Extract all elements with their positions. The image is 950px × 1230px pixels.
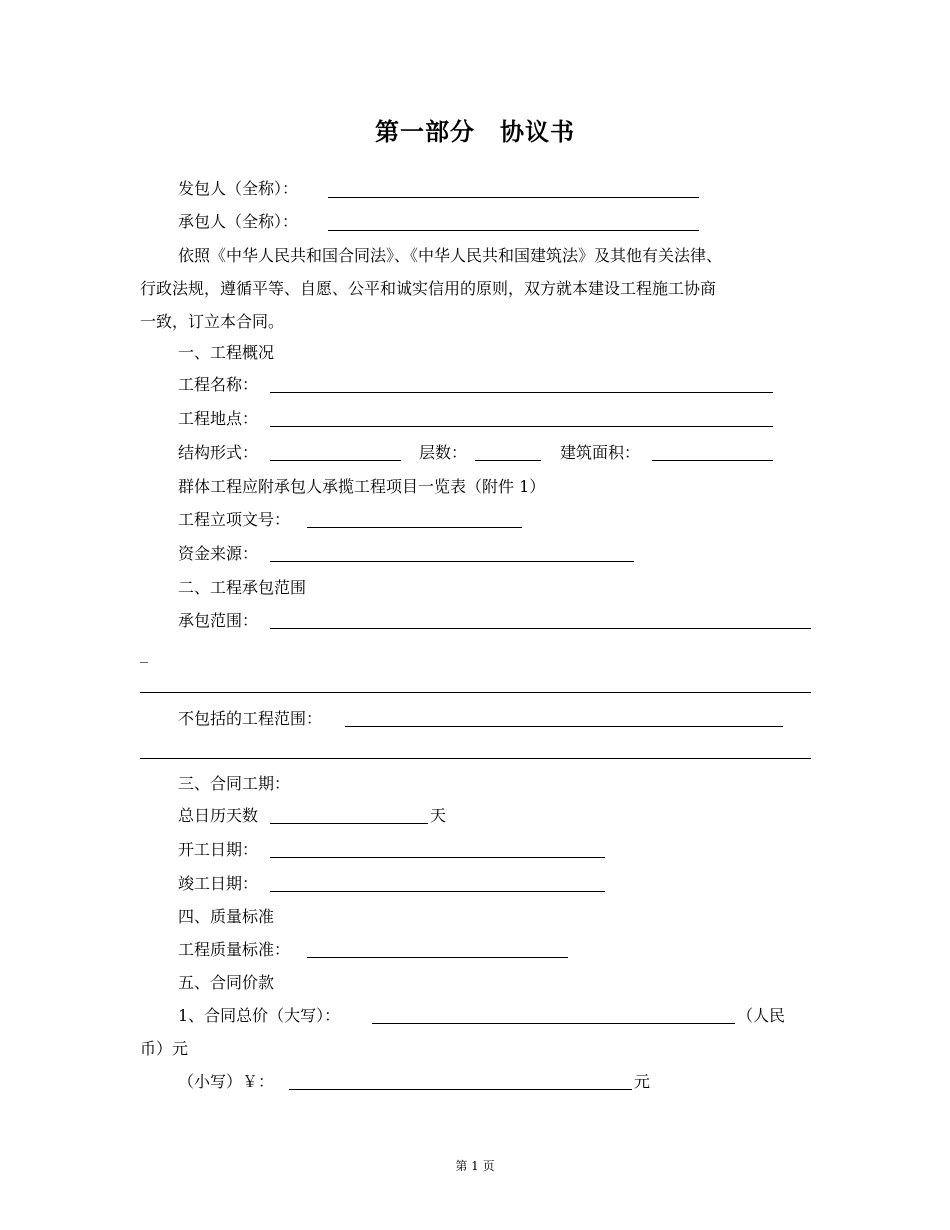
scope-label: 承包范围： <box>178 611 259 630</box>
page-title: 第一部分 协议书 <box>375 118 575 146</box>
total-days-label: 总日历天数 <box>178 806 259 825</box>
preamble-line-1: 依照《中华人民共和国合同法》、《中华人民共和国建筑法》及其他有关法律、 <box>178 246 723 265</box>
scope-blank-2[interactable] <box>140 692 811 693</box>
excluded-scope-blank[interactable] <box>345 726 783 727</box>
group-project-note: 群体工程应附承包人承揽工程项目一览表（附件 1） <box>178 477 546 496</box>
area-label: 建筑面积： <box>560 443 641 462</box>
preamble-line-3: 一致，订立本合同。 <box>140 312 285 331</box>
excluded-scope-label: 不包括的工程范围： <box>178 709 323 728</box>
floors-blank[interactable] <box>475 460 541 461</box>
days-unit: 天 <box>430 806 447 825</box>
start-date-label: 开工日期： <box>178 840 259 859</box>
project-name-label: 工程名称： <box>178 375 259 394</box>
section5-heading: 五、合同价款 <box>178 973 275 992</box>
page-number: 第 1 页 <box>455 1159 495 1173</box>
employer-label: 发包人（全称）： <box>178 179 299 198</box>
completion-date-blank[interactable] <box>270 891 605 892</box>
section2-heading: 二、工程承包范围 <box>178 578 307 597</box>
section1-heading: 一、工程概况 <box>178 343 275 362</box>
preamble-line-2: 行政法规，遵循平等、自愿、公平和诚实信用的原则，双方就本建设工程施工协商 <box>140 279 717 298</box>
scope-stray-mark: _ <box>140 644 148 663</box>
project-location-blank[interactable] <box>270 426 773 427</box>
employer-blank[interactable] <box>328 197 699 198</box>
structure-blank[interactable] <box>270 460 401 461</box>
scope-blank[interactable] <box>270 628 811 629</box>
quality-standard-blank[interactable] <box>307 957 568 958</box>
section4-heading: 四、质量标准 <box>178 907 275 926</box>
contractor-label: 承包人（全称）： <box>178 212 299 231</box>
structure-label: 结构形式： <box>178 443 259 462</box>
section3-heading: 三、合同工期： <box>178 774 291 793</box>
excluded-scope-blank-2[interactable] <box>140 758 811 759</box>
approval-no-label: 工程立项文号： <box>178 510 291 529</box>
total-price-upper-blank[interactable] <box>372 1023 735 1024</box>
project-name-blank[interactable] <box>270 392 773 393</box>
approval-no-blank[interactable] <box>307 527 522 528</box>
funding-label: 资金来源： <box>178 544 259 563</box>
currency-note-b: 币）元 <box>140 1039 189 1058</box>
completion-date-label: 竣工日期： <box>178 874 259 893</box>
start-date-blank[interactable] <box>270 857 605 858</box>
funding-blank[interactable] <box>270 561 634 562</box>
total-price-upper-label: 1、合同总价（大写）： <box>178 1006 341 1025</box>
contractor-blank[interactable] <box>328 230 699 231</box>
total-price-lower-blank[interactable] <box>289 1089 632 1090</box>
total-price-lower-label: （小写）￥： <box>178 1072 275 1091</box>
quality-standard-label: 工程质量标准： <box>178 940 291 959</box>
area-blank[interactable] <box>652 460 773 461</box>
currency-note-a: （人民 <box>737 1006 786 1025</box>
project-location-label: 工程地点： <box>178 409 259 428</box>
total-days-blank[interactable] <box>270 823 428 824</box>
floors-label: 层数： <box>419 443 468 462</box>
yuan-unit: 元 <box>634 1072 651 1091</box>
